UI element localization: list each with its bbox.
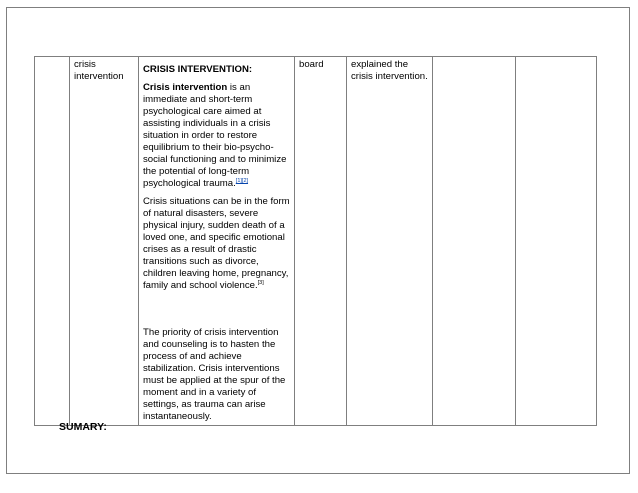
activity-cell (347, 57, 433, 426)
empty-cell-first (35, 57, 70, 426)
definition-text: is an immediate and short-term psychological care aimed at assisting individuals in a crisis situation in order to restore equilibrium to their bio-psycho-social functioning and to minimize the potential of long-term psychological trauma. (143, 82, 287, 189)
paragraph-definition (143, 82, 290, 190)
method-cell (295, 57, 347, 426)
method-text: board (299, 59, 324, 70)
paragraph-priority: The priority of crisis intervention and counseling is to hasten the process of and achieve stabilization. Crisis interventions must be applied at the spur of the moment and in a variety of settings, as trauma can arise instantaneously. (143, 327, 286, 422)
empty-cell-sixth (433, 57, 516, 426)
content-cell (139, 57, 295, 426)
situations-text: Crisis situations can be in the form of natural disasters, severe physical injury, sudden death of a loved one, and specific emotional crises as a result of drastic transitions such as divorce, children leaving home, pregnancy, family and school violence. (143, 196, 290, 291)
lesson-table (34, 56, 597, 426)
content-heading: CRISIS INTERVENTION: (143, 64, 253, 75)
topic-cell (70, 57, 139, 426)
activity-text: explained the crisis intervention. (351, 59, 428, 82)
citation-link-1-2[interactable]: [1][2] (235, 177, 249, 184)
topic-text: crisis intervention (74, 59, 124, 82)
table-row (35, 57, 597, 426)
empty-cell-seventh (516, 57, 597, 426)
definition-lead: Crisis intervention (143, 82, 228, 93)
citation-link-3[interactable]: [3] (257, 279, 264, 286)
paragraph-situations (143, 196, 290, 292)
summary-label: SUMARY: (59, 421, 107, 433)
